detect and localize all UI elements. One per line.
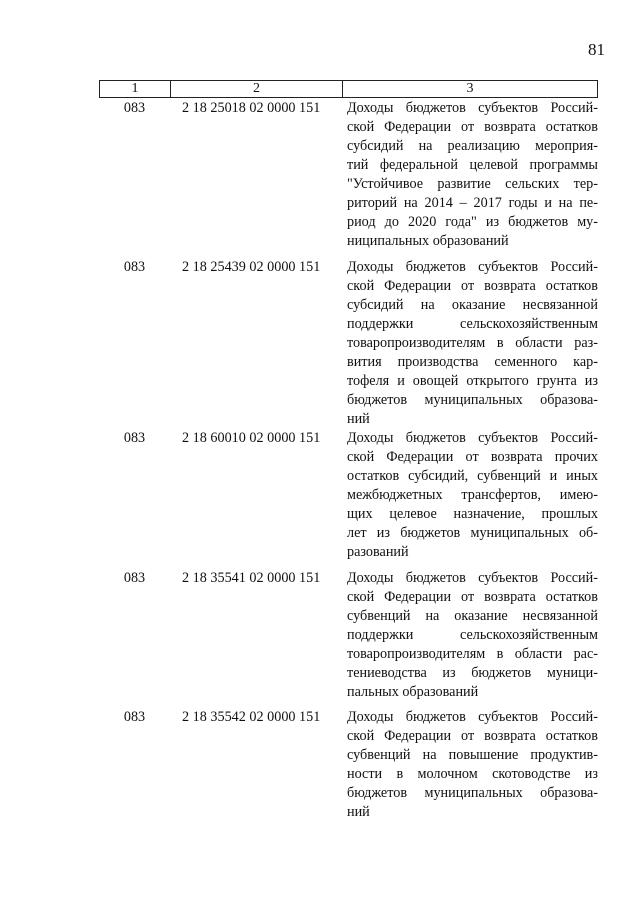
description-line: субвенций на повышение продуктив-: [347, 747, 598, 763]
row-description: [342, 569, 598, 702]
table-row: [99, 569, 598, 702]
description-line: субсидий на реализацию мероприя-: [347, 138, 598, 154]
row-budget-code: 2 18 35542 02 0000 151: [182, 709, 321, 725]
description-line: разований: [347, 544, 409, 560]
table-row: [99, 708, 598, 822]
row-admin-code: 083: [123, 259, 146, 275]
row-budget-code: 2 18 25018 02 0000 151: [182, 100, 321, 116]
description-line: межбюджетных трансфертов, имею-: [347, 487, 598, 503]
row-budget-code: 2 18 25439 02 0000 151: [182, 259, 321, 275]
description-line: Доходы бюджетов субъектов Россий-: [347, 430, 598, 446]
row-description: [342, 708, 598, 822]
row-admin-code: 083: [123, 100, 146, 116]
description-line: ности в молочном скотоводстве из: [347, 766, 598, 782]
header-col-2: 2: [171, 81, 343, 97]
description-line: тениеводства из бюджетов муници-: [347, 665, 598, 681]
page-number: 81: [588, 40, 605, 59]
description-line: Доходы бюджетов субъектов Россий-: [347, 259, 598, 275]
description-line: ской Федерации от возврата остатков: [347, 278, 598, 294]
table-row: [99, 99, 598, 251]
description-line: риод до 2020 года" из бюджетов му-: [347, 214, 598, 230]
description-line: Доходы бюджетов субъектов Россий-: [347, 570, 598, 586]
description-line: субвенций на оказание несвязанной: [347, 608, 598, 624]
row-admin-code: 083: [123, 570, 146, 586]
table-row: [99, 258, 598, 429]
description-line: "Устойчивое развитие сельских тер-: [347, 176, 598, 192]
description-line: щих целевое назначение, прошлых: [347, 506, 598, 522]
description-line: лет из бюджетов муниципальных об-: [347, 525, 598, 541]
description-line: бюджетов муниципальных образова-: [347, 785, 598, 801]
description-line: поддержки сельскохозяйственным: [347, 627, 598, 643]
description-line: остатков субсидий, субвенций и иных: [347, 468, 598, 484]
table-row: [99, 429, 598, 562]
description-line: ской Федерации от возврата остатков: [347, 119, 598, 135]
description-line: бюджетов муниципальных образова-: [347, 392, 598, 408]
row-description: [342, 99, 598, 251]
row-admin-code: 083: [123, 430, 146, 446]
row-description: [342, 429, 598, 562]
description-line: Доходы бюджетов субъектов Россий-: [347, 709, 598, 725]
description-line: ниципальных образований: [347, 233, 509, 249]
description-line: Доходы бюджетов субъектов Россий-: [347, 100, 598, 116]
description-line: пальных образований: [347, 684, 479, 700]
description-line: ской Федерации от возврата остатков: [347, 728, 598, 744]
description-line: риторий на 2014 – 2017 годы и на пе-: [347, 195, 598, 211]
description-line: тий федеральной целевой программы: [347, 157, 598, 173]
header-col-3: 3: [466, 81, 474, 96]
description-line: тофеля и овощей открытого грунта из: [347, 373, 598, 389]
description-line: ний: [347, 411, 370, 427]
description-line: ской Федерации от возврата остатков: [347, 589, 598, 605]
description-line: товаропроизводителям в области рас-: [347, 646, 598, 662]
row-admin-code: 083: [123, 709, 146, 725]
row-budget-code: 2 18 35541 02 0000 151: [182, 570, 321, 586]
row-description: [342, 258, 598, 429]
description-line: товаропроизводителям в области раз-: [347, 335, 598, 351]
table-header: [99, 80, 598, 98]
description-line: поддержки сельскохозяйственным: [347, 316, 598, 332]
description-line: ний: [347, 804, 370, 820]
description-line: ской Федерации от возврата прочих: [347, 449, 598, 465]
description-line: субсидий на оказание несвязанной: [347, 297, 598, 313]
row-budget-code: 2 18 60010 02 0000 151: [182, 430, 321, 446]
header-col-1: 1: [100, 81, 171, 97]
description-line: вития производства семенного кар-: [347, 354, 598, 370]
